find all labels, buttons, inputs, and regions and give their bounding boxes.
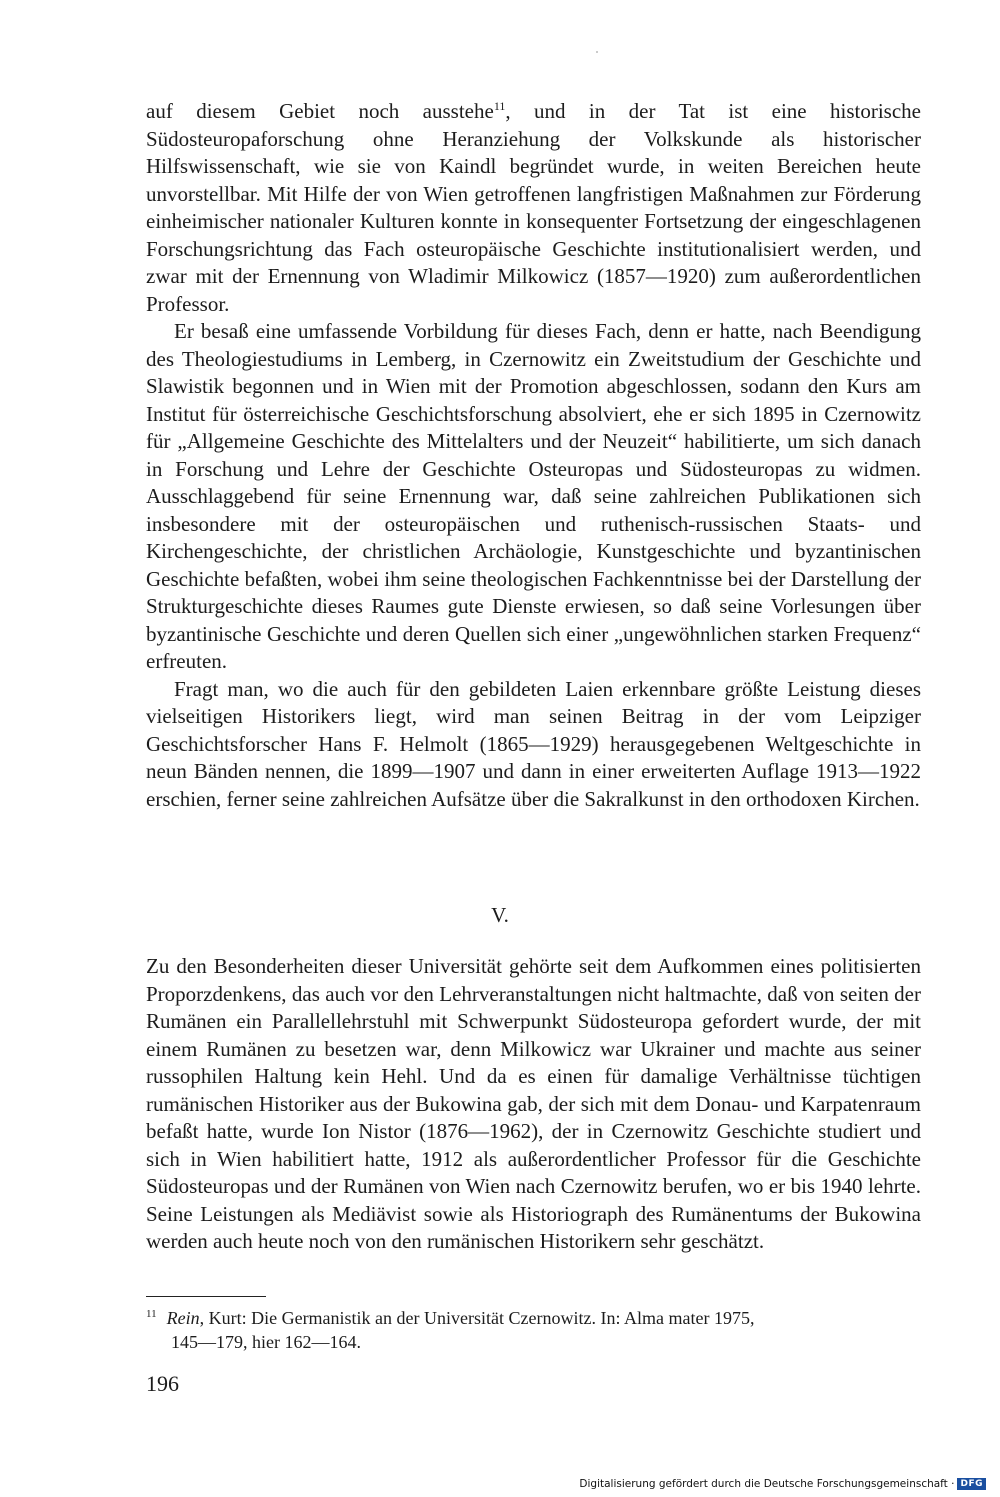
footnote-citation: , Kurt: Die Germanistik an der Universität Czernowitz. In: Alma mater 1975, — [199, 1308, 755, 1328]
footnote — [146, 1306, 921, 1354]
footnote-citation-pages: 145—179, hier 162—164. — [171, 1332, 361, 1352]
paragraph-3: Fragt man, wo die auch für den gebildeten Laien erkennbare größte Leistung dieses vielseitigen Historikers liegt, wird man seinen Beitrag in der vom Leipziger Geschichtsforscher Hans F. Helmolt (1865—1929) herausgegebenen Weltgeschichte in neun Bänden nennen, die 1899—1907 und dann in einer erweiterten Auflage 1913—1922 erschien, ferner seine zahlreichen Aufsätze über die Sakralkunst in den orthodoxen Kirchen. — [146, 676, 921, 811]
body-text-top — [146, 98, 921, 813]
body-text-bottom — [146, 953, 921, 1256]
paragraph-1-start: auf diesem Gebiet noch ausstehe — [146, 99, 494, 123]
credit-text: Digitalisierung gefördert durch die Deutsche Forschungsgemeinschaft · — [579, 1478, 955, 1490]
dfg-logo[interactable]: DFG — [957, 1478, 986, 1490]
paragraph-2: Er besaß eine umfassende Vorbildung für dieses Fach, denn er hatte, nach Beendigung des Theologiestudiums in Lemberg, in Czernowitz ein Zweitstudium der Geschichte und Slawistik begonnen und in Wien mit der Promotion abgeschlossen, sodann den Kurs am Institut für österreichische Geschichtsforschung absolviert, ehe er sich 1895 in Czernowitz für „Allgemeine Geschichte des Mittelalters und der Neuzeit“ habilitierte, um sich danach in Forschung und Lehre der Geschichte Osteuropas und Südosteuropas zu widmen. Ausschlaggebend für seine Ernennung war, daß seine zahlreichen Publikationen sich insbesondere mit der osteuropäischen und ruthenisch-russischen Staats- und Kirchengeschichte, der christlichen Archäologie, Kunstgeschichte und byzantinischen Geschichte befaßten, wobei ihm seine theologischen Fachkenntnisse bei der Darstellung der Strukturgeschichte dieses Raumes gute Dienste erwiesen, so daß seine Vorlesungen über byzantinische Geschichte und deren Quellen sich einer „ungewöhnlichen starken Frequenz“ erfreuten. — [146, 319, 921, 673]
paragraph-4: Zu den Besonderheiten dieser Universität gehörte seit dem Aufkommen eines politisierten Proporzdenkens, das auch vor den Lehrveranstaltungen nicht haltmachte, daß von seiten der Rumänen ein Parallellehrstuhl mit Schwerpunkt Südosteuropa gefordert wurde, der mit einem Rumänen zu besetzen war, denn Milkowicz war Ukrainer und machte aus seiner russophilen Haltung kein Hehl. Und da es einen für damalige Verhältnisse tüchtigen rumänischen Historiker aus der Bukowina gab, der sich mit dem Donau- und Karpatenraum befaßt hatte, wurde Ion Nistor (1876—1962), der in Czernowitz Geschichte studiert und sich in Wien habilitiert hatte, 1912 als außerordentlicher Professor für die Geschichte Südosteuropas und der Rumänen von Wien nach Czernowitz berufen, wo er bis 1940 lehrte. Seine Leistungen als Mediävist sowie als Historiograph des Rumänentums der Bukowina werden auch heute noch von den rumänischen Historikern sehr geschätzt. — [146, 954, 921, 1253]
footnote-author: Rein — [166, 1308, 200, 1328]
scan-speck — [596, 51, 598, 53]
footnote-number: 11 — [146, 1308, 157, 1320]
page-number: 196 — [146, 1371, 179, 1396]
footnote-reference[interactable]: 11 — [493, 99, 506, 113]
paragraph-1 — [146, 98, 921, 318]
paragraph-1-rest: , und in der Tat ist eine historische Südosteuropaforschung ohne Heranziehung der Volkskunde als historischer Hilfswissenschaft, wie sie von Kaindl begründet wurde, in weiten Bereichen heute unvorstellbar. Mit Hilfe der von Wien getroffenen langfristigen Maßnahmen zur Förderung einheimischer nationaler Kulturen konnte in konsequenter Fortsetzung der eingeschlagenen Forschungsrichtung das Fach osteuropäische Geschichte institutionalisiert werden, und zwar mit der Ernennung von Wladimir Milkowicz (1857—1920) zum außerordentlichen Professor. — [146, 99, 921, 316]
footnote-divider — [146, 1296, 266, 1297]
section-heading: V. — [491, 903, 509, 927]
digitization-credit — [579, 1478, 986, 1490]
